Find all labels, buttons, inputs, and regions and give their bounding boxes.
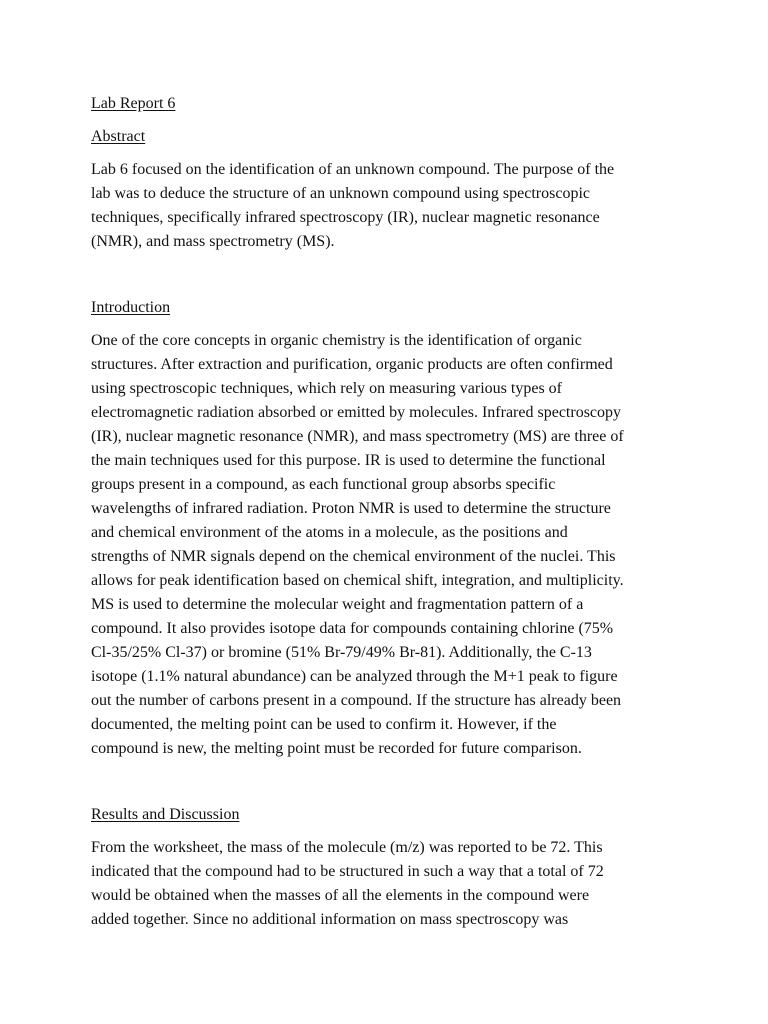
document-content <box>91 92 691 932</box>
text-line: structures. After extraction and purification, organic products are often confirmed <box>91 356 613 373</box>
text-line: From the worksheet, the mass of the molecule (m/z) was reported to be 72. This <box>91 839 603 856</box>
text-line: lab was to deduce the structure of an unknown compound using spectroscopic <box>91 185 590 202</box>
text-line: Lab 6 focused on the identification of an unknown compound. The purpose of the <box>91 161 615 178</box>
text-line: MS is used to determine the molecular weight and fragmentation pattern of a <box>91 596 584 613</box>
text-line: out the number of carbons present in a compound. If the structure has already been <box>91 692 622 709</box>
results-heading: Results and Discussion <box>91 806 240 823</box>
results-paragraph <box>91 836 691 932</box>
abstract-paragraph <box>91 158 691 254</box>
text-line: wavelengths of infrared radiation. Proton NMR is used to determine the structure <box>91 500 611 517</box>
text-line: (NMR), and mass spectrometry (MS). <box>91 233 335 250</box>
text-line: One of the core concepts in organic chemistry is the identification of organic <box>91 332 582 349</box>
text-line: and chemical environment of the atoms in a molecule, as the positions and <box>91 524 568 541</box>
text-line: compound is new, the melting point must be recorded for future comparison. <box>91 740 582 757</box>
text-line: electromagnetic radiation absorbed or emitted by molecules. Infrared spectroscopy <box>91 404 622 421</box>
text-line: compound. It also provides isotope data for compounds containing chlorine (75% <box>91 620 614 637</box>
text-line: techniques, specifically infrared spectroscopy (IR), nuclear magnetic resonance <box>91 209 600 226</box>
text-line: indicated that the compound had to be structured in such a way that a total of 72 <box>91 863 604 880</box>
text-line: strengths of NMR signals depend on the chemical environment of the nuclei. This <box>91 548 616 565</box>
text-line: the main techniques used for this purpose. IR is used to determine the functional <box>91 452 606 469</box>
report-title: Lab Report 6 <box>91 95 176 112</box>
text-line: groups present in a compound, as each functional group absorbs specific <box>91 476 556 493</box>
text-line: documented, the melting point can be used to confirm it. However, if the <box>91 716 557 733</box>
introduction-paragraph <box>91 329 691 761</box>
text-line: would be obtained when the masses of all the elements in the compound were <box>91 887 590 904</box>
text-line: allows for peak identification based on chemical shift, integration, and multiplicity. <box>91 572 624 589</box>
text-line: using spectroscopic techniques, which rely on measuring various types of <box>91 380 562 397</box>
abstract-heading: Abstract <box>91 128 146 145</box>
introduction-heading: Introduction <box>91 299 171 316</box>
text-line: added together. Since no additional information on mass spectroscopy was <box>91 911 569 928</box>
text-line: isotope (1.1% natural abundance) can be analyzed through the M+1 peak to figure <box>91 668 618 685</box>
text-line: Cl-35/25% Cl-37) or bromine (51% Br-79/49% Br-81). Additionally, the C-13 <box>91 644 592 661</box>
text-line: (IR), nuclear magnetic resonance (NMR), and mass spectrometry (MS) are three of <box>91 428 624 445</box>
